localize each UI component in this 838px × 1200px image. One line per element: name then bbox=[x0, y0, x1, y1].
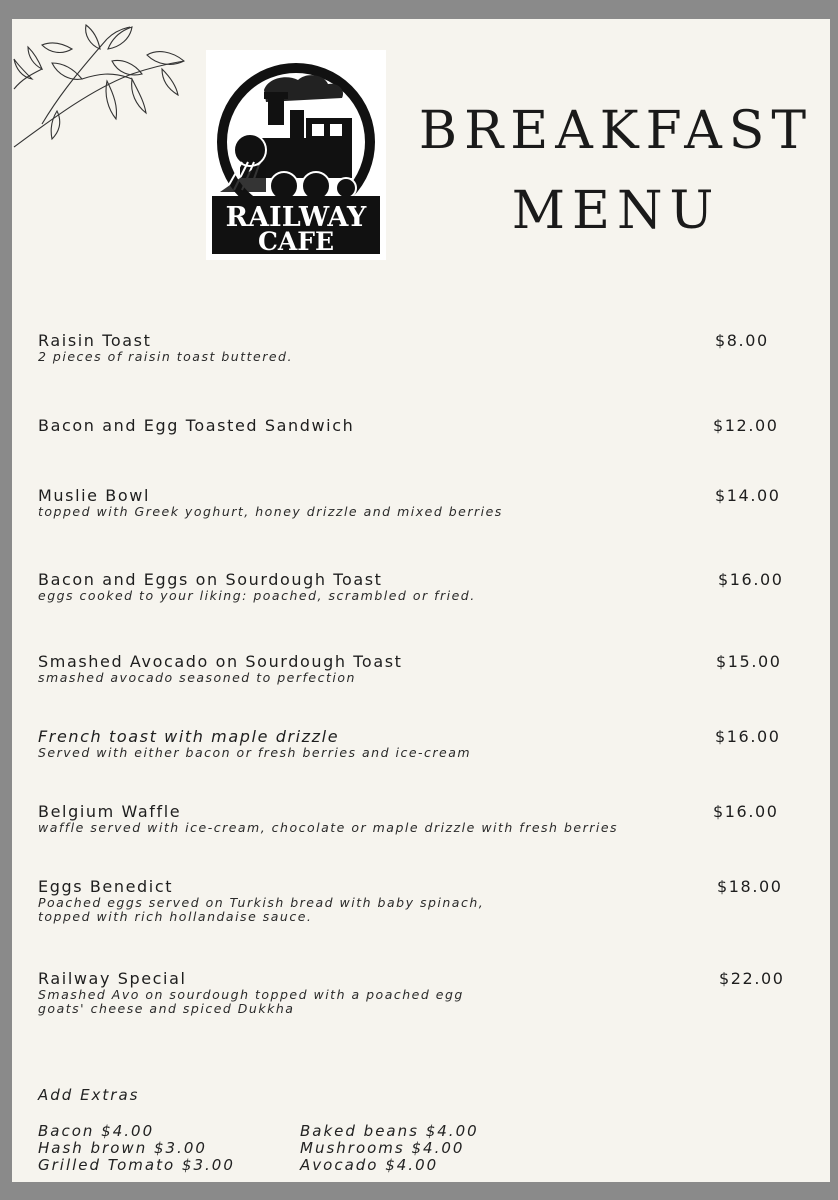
menu-item-muslie-bowl bbox=[38, 486, 798, 519]
page-title bbox=[416, 91, 816, 251]
menu-item-price: $16.00 bbox=[718, 570, 784, 589]
menu-item-description: smashed avocado seasoned to perfection bbox=[38, 670, 356, 685]
menu-item-name: Smashed Avocado on Sourdough Toast bbox=[38, 652, 403, 671]
menu-item-raisin-toast bbox=[38, 331, 798, 364]
leaf-branch-icon bbox=[12, 19, 192, 159]
menu-item-name: Raisin Toast bbox=[38, 331, 152, 350]
menu-item-price: $18.00 bbox=[717, 877, 783, 896]
extra-item: Bacon $4.00 bbox=[38, 1122, 155, 1140]
train-logo-icon bbox=[206, 50, 386, 260]
extras-left-column bbox=[38, 1123, 235, 1174]
extras-heading: Add Extras bbox=[38, 1086, 140, 1104]
menu-item-description: Poached eggs served on Turkish bread with baby spinach, topped with rich hollandaise sauce. bbox=[38, 895, 485, 924]
menu-item-description: Served with either bacon or fresh berries and ice-cream bbox=[38, 745, 472, 760]
menu-item-price: $8.00 bbox=[715, 331, 769, 350]
logo-text-line2: CAFE bbox=[257, 227, 335, 256]
menu-item-name: Muslie Bowl bbox=[38, 486, 150, 505]
title-line-1: BREAKFAST bbox=[418, 101, 814, 161]
menu-item-price: $16.00 bbox=[713, 802, 779, 821]
menu-item-name: Railway Special bbox=[38, 969, 187, 988]
menu-item-name: Bacon and Egg Toasted Sandwich bbox=[38, 416, 355, 435]
menu-item-description: topped with Greek yoghurt, honey drizzle and mixed berries bbox=[38, 504, 503, 519]
railway-cafe-logo bbox=[206, 50, 386, 260]
menu-item-smashed-avocado bbox=[38, 652, 798, 685]
menu-item-price: $16.00 bbox=[715, 727, 781, 746]
menu-item-french-toast bbox=[38, 727, 798, 760]
menu-item-description: waffle served with ice-cream, chocolate or maple drizzle with fresh berries bbox=[38, 820, 619, 835]
menu-item-eggs-benedict bbox=[38, 877, 798, 924]
extras-right-column bbox=[300, 1123, 479, 1174]
menu-item-name: Bacon and Eggs on Sourdough Toast bbox=[38, 570, 383, 589]
extra-item: Grilled Tomato $3.00 bbox=[38, 1156, 235, 1174]
extra-item: Mushrooms $4.00 bbox=[300, 1139, 465, 1157]
menu-item-price: $14.00 bbox=[715, 486, 781, 505]
logo-text-line1: RAILWAY bbox=[225, 202, 367, 233]
menu-item-description: eggs cooked to your liking: poached, scrambled or fried. bbox=[38, 588, 476, 603]
menu-item-price: $15.00 bbox=[716, 652, 782, 671]
menu-item-belgium-waffle bbox=[38, 802, 798, 835]
menu-item-description: 2 pieces of raisin toast buttered. bbox=[38, 349, 293, 364]
menu-item-name: Eggs Benedict bbox=[38, 877, 174, 896]
extra-item: Avocado $4.00 bbox=[300, 1156, 439, 1174]
menu-item-name: Belgium Waffle bbox=[38, 802, 182, 821]
menu-item-bacon-egg-sandwich bbox=[38, 416, 798, 435]
menu-item-railway-special bbox=[38, 969, 798, 1016]
title-line-2: MENU bbox=[511, 181, 721, 241]
menu-page bbox=[12, 19, 830, 1182]
menu-item-price: $22.00 bbox=[719, 969, 785, 988]
extra-item: Baked beans $4.00 bbox=[300, 1122, 479, 1140]
menu-item-name: French toast with maple drizzle bbox=[38, 727, 340, 746]
menu-item-price: $12.00 bbox=[713, 416, 779, 435]
extra-item: Hash brown $3.00 bbox=[38, 1139, 207, 1157]
menu-item-bacon-eggs-sourdough bbox=[38, 570, 798, 603]
menu-item-description: Smashed Avo on sourdough topped with a poached egg goats' cheese and spiced Dukkha bbox=[38, 987, 464, 1016]
